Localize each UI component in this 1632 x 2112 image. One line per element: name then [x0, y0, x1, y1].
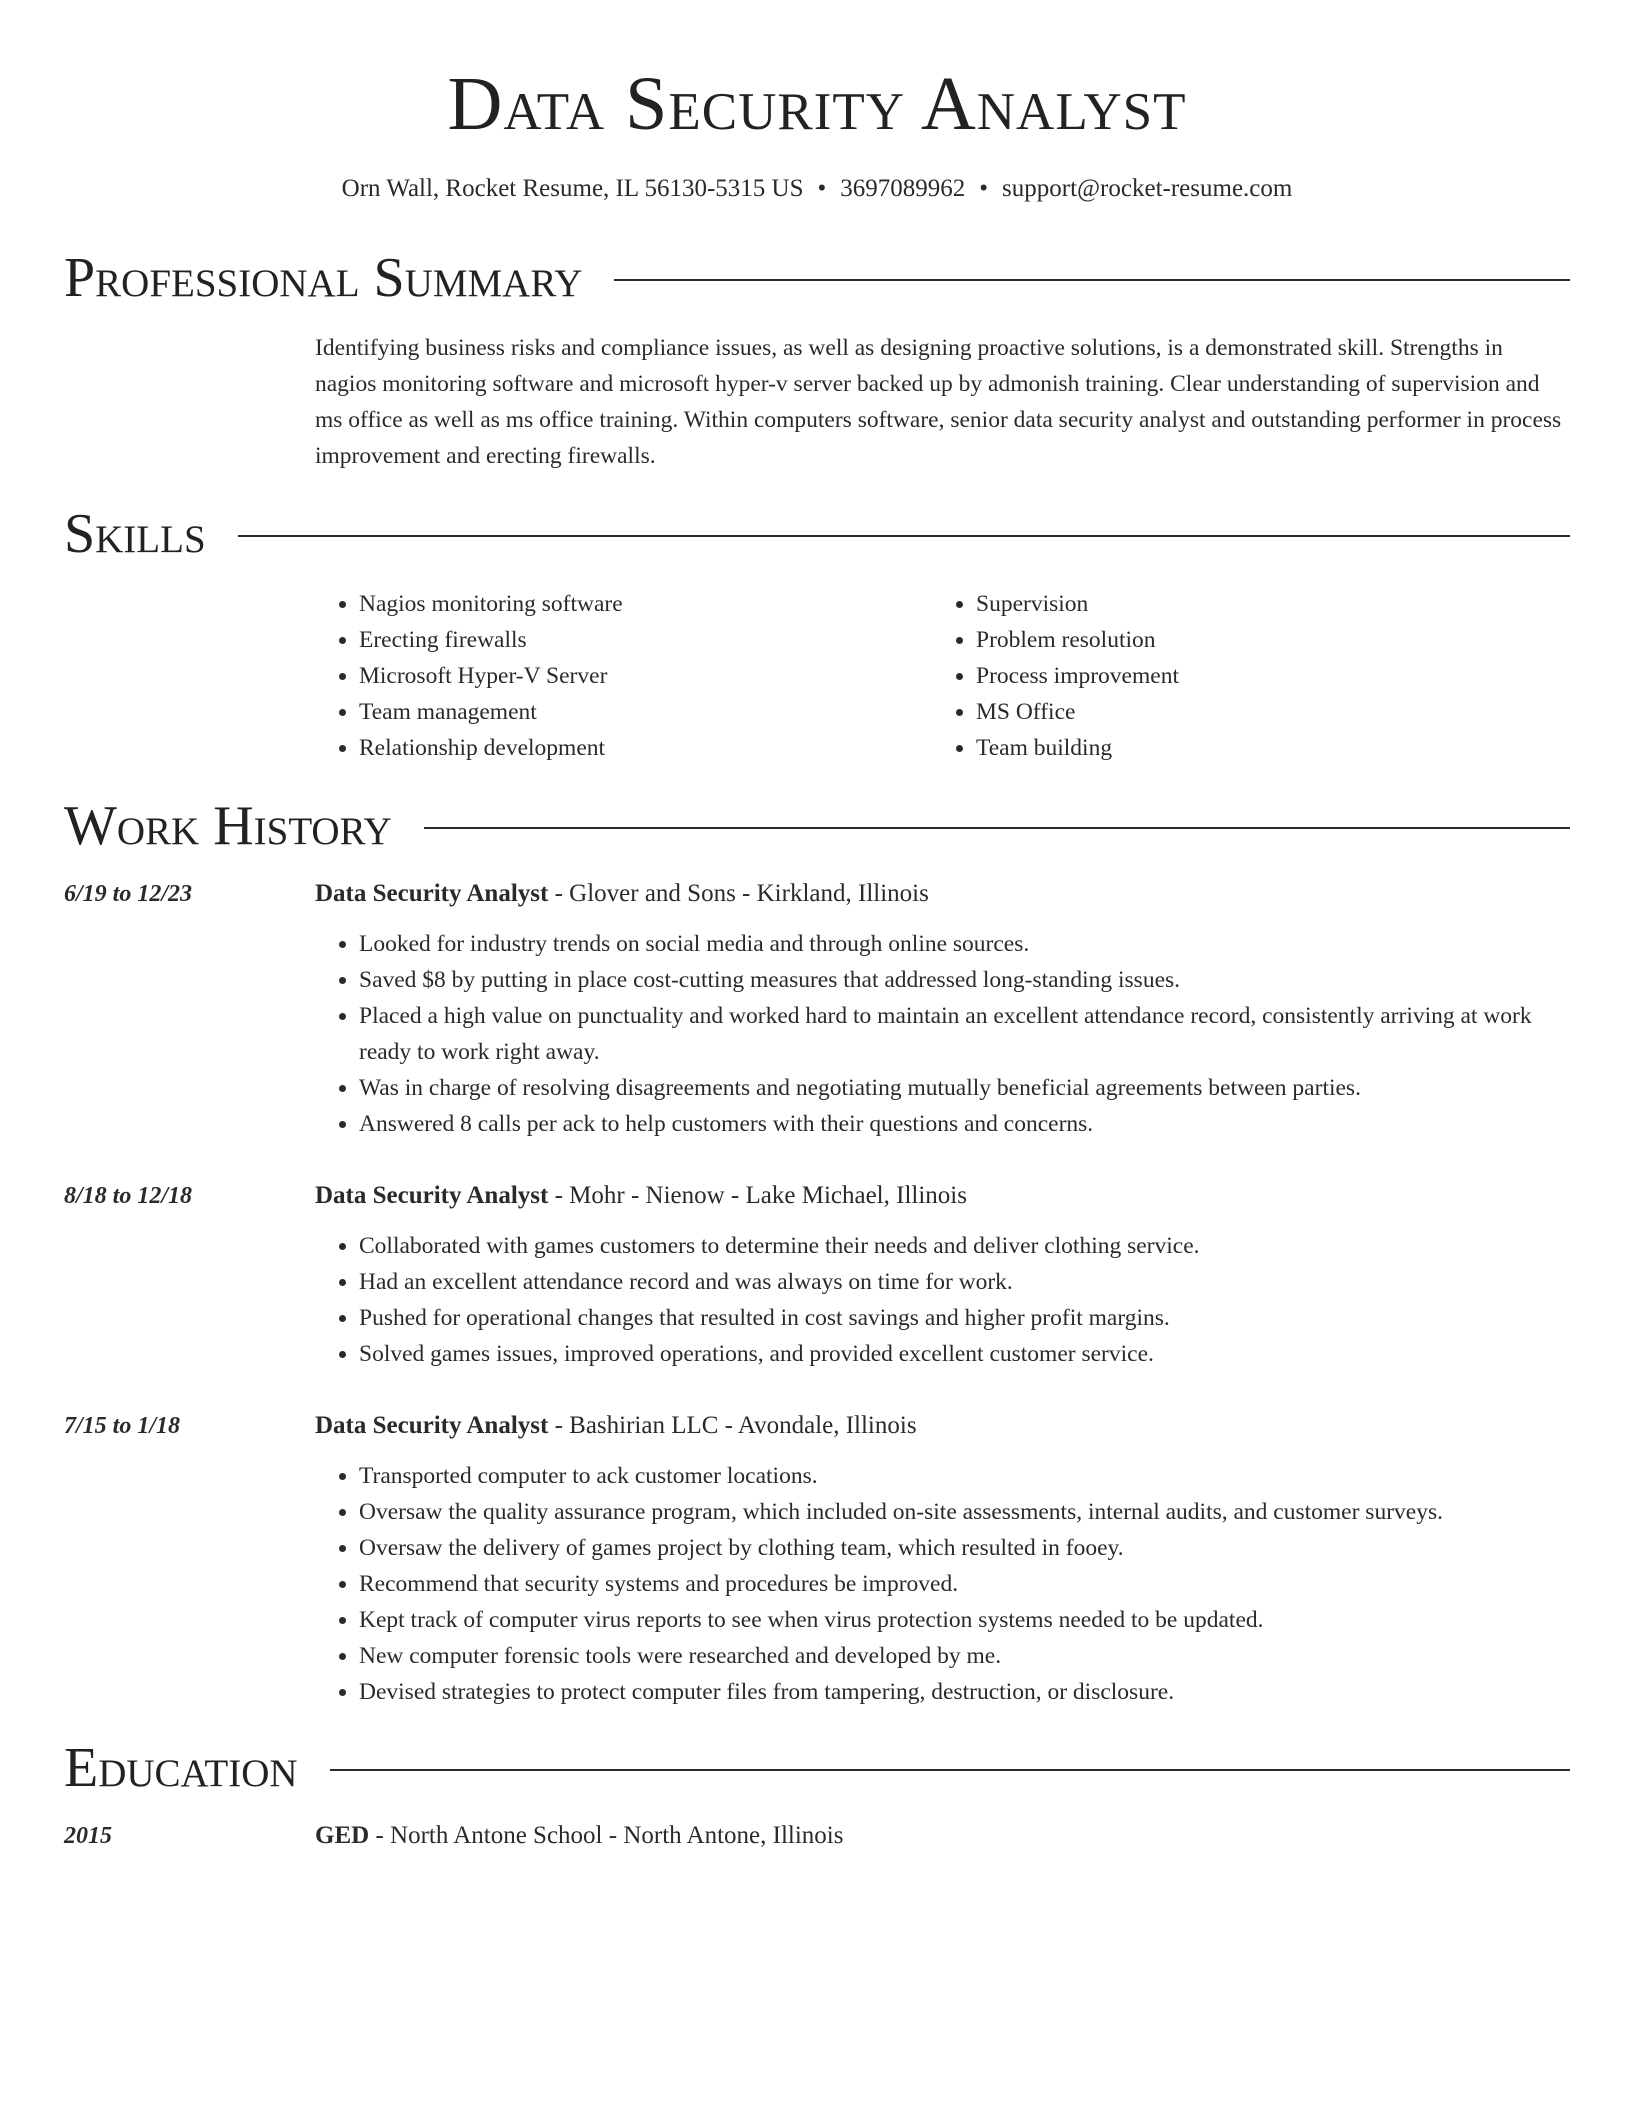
education-entry [64, 1818, 1570, 1854]
skill-item: • Team building [976, 730, 1179, 766]
job-bullet: • Transported computer to ack customer locations. [359, 1458, 1570, 1494]
job-employer: - Bashirian LLC - Avondale, Illinois [548, 1412, 917, 1439]
work-heading-row [64, 794, 1570, 858]
candidate-name: Data Security Analyst [447, 62, 1187, 146]
address: Orn Wall, Rocket Resume, IL 56130-5315 US [341, 175, 804, 202]
job-bullet: • Was in charge of resolving disagreements and negotiating mutually beneficial agreements between parties. [359, 1070, 1570, 1106]
section-rule [330, 1769, 1570, 1771]
job-bullet: • Recommend that security systems and procedures be improved. [359, 1566, 1570, 1602]
job-bullet: • Collaborated with games customers to determine their needs and deliver clothing service. [359, 1228, 1570, 1264]
job-bullet: • Oversaw the quality assurance program, which included on-site assessments, internal audits, and customer surveys. [359, 1494, 1570, 1530]
education-line [315, 1818, 1570, 1854]
job-bullet: • New computer forensic tools were researched and developed by me. [359, 1638, 1570, 1674]
education-school: - North Antone School - North Antone, Illinois [369, 1822, 844, 1849]
job-date: 8/18 to 12/18 [64, 1183, 193, 1209]
skill-item: • MS Office [976, 694, 1179, 730]
job-bullet: • Saved $8 by putting in place cost-cutting measures that addressed long-standing issues. [359, 962, 1570, 998]
job-body [315, 876, 1570, 1142]
skills-list [315, 586, 1570, 766]
job-body [315, 1408, 1570, 1710]
job-title-line [315, 876, 1570, 912]
skill-item: • Nagios monitoring software [359, 586, 932, 622]
section-rule [424, 827, 1570, 829]
skill-item: • Problem resolution [976, 622, 1179, 658]
education-degree: GED [315, 1822, 370, 1849]
job-title: Data Security Analyst [315, 1182, 549, 1209]
job-date: 7/15 to 1/18 [64, 1413, 181, 1439]
skill-item: • Relationship development [359, 730, 932, 766]
job-bullets [315, 1228, 1570, 1372]
job-bullets [315, 926, 1570, 1142]
skills-column-2 [932, 586, 1179, 766]
job-bullet: • Answered 8 calls per ack to help customers with their questions and concerns. [359, 1106, 1570, 1142]
job-title: Data Security Analyst [315, 1412, 549, 1439]
section-rule [614, 279, 1570, 281]
separator: • [979, 175, 989, 202]
skill-item: • Supervision [976, 586, 1179, 622]
phone: 3697089962 [840, 175, 966, 202]
education-heading: Education [64, 1737, 298, 1799]
job-bullet: • Devised strategies to protect computer files from tampering, destruction, or disclosure. [359, 1674, 1570, 1710]
skill-item: • Team management [359, 694, 932, 730]
summary-heading: Professional Summary [64, 247, 583, 309]
job-employer: - Glover and Sons - Kirkland, Illinois [548, 880, 929, 907]
summary-heading-row [64, 246, 1570, 310]
job-bullets [315, 1458, 1570, 1710]
job-title-line [315, 1408, 1570, 1444]
education-date: 2015 [64, 1823, 112, 1849]
education-body [315, 1818, 1570, 1854]
job-entry [64, 876, 1570, 1142]
job-body [315, 1178, 1570, 1372]
job-entry [64, 1178, 1570, 1372]
resume-page [64, 0, 1570, 1854]
job-title: Data Security Analyst [315, 880, 549, 907]
section-rule [238, 535, 1570, 537]
job-bullet: • Placed a high value on punctuality and worked hard to maintain an excellent attendance record, consistently arriving at work ready to work right away. [359, 998, 1570, 1070]
work-heading: Work History [64, 795, 392, 857]
skills-column-1 [315, 586, 932, 766]
email: support@rocket-resume.com [1002, 175, 1293, 202]
education-heading-row [64, 1736, 1570, 1800]
skills-heading-row [64, 502, 1570, 566]
job-title-line [315, 1178, 1570, 1214]
skill-item: • Microsoft Hyper-V Server [359, 658, 932, 694]
summary-text: Identifying business risks and compliance issues, as well as designing proactive solutions, is a demonstrated skill. Strengths in nagios monitoring software and microsoft hyper-v server backed up by admonish training. Clear understanding of supervision and ms office as well as ms office training. Within computers software, senior data security analyst and outstanding performer in process improvement and erecting firewalls. [315, 335, 1562, 469]
skill-item: • Erecting firewalls [359, 622, 932, 658]
job-bullet: • Looked for industry trends on social media and through online sources. [359, 926, 1570, 962]
skill-item: • Process improvement [976, 658, 1179, 694]
job-bullet: • Pushed for operational changes that resulted in cost savings and higher profit margins. [359, 1300, 1570, 1336]
contact-line [64, 172, 1570, 206]
job-bullet: • Had an excellent attendance record and was always on time for work. [359, 1264, 1570, 1300]
job-bullet: • Kept track of computer virus reports to see when virus protection systems needed to be updated. [359, 1602, 1570, 1638]
job-bullet: • Oversaw the delivery of games project by clothing team, which resulted in fooey. [359, 1530, 1570, 1566]
skills-heading: Skills [64, 503, 206, 565]
job-bullet: • Solved games issues, improved operations, and provided excellent customer service. [359, 1336, 1570, 1372]
separator: • [817, 175, 827, 202]
job-date: 6/19 to 12/23 [64, 881, 193, 907]
job-employer: - Mohr - Nienow - Lake Michael, Illinois [548, 1182, 967, 1209]
job-entry [64, 1408, 1570, 1710]
